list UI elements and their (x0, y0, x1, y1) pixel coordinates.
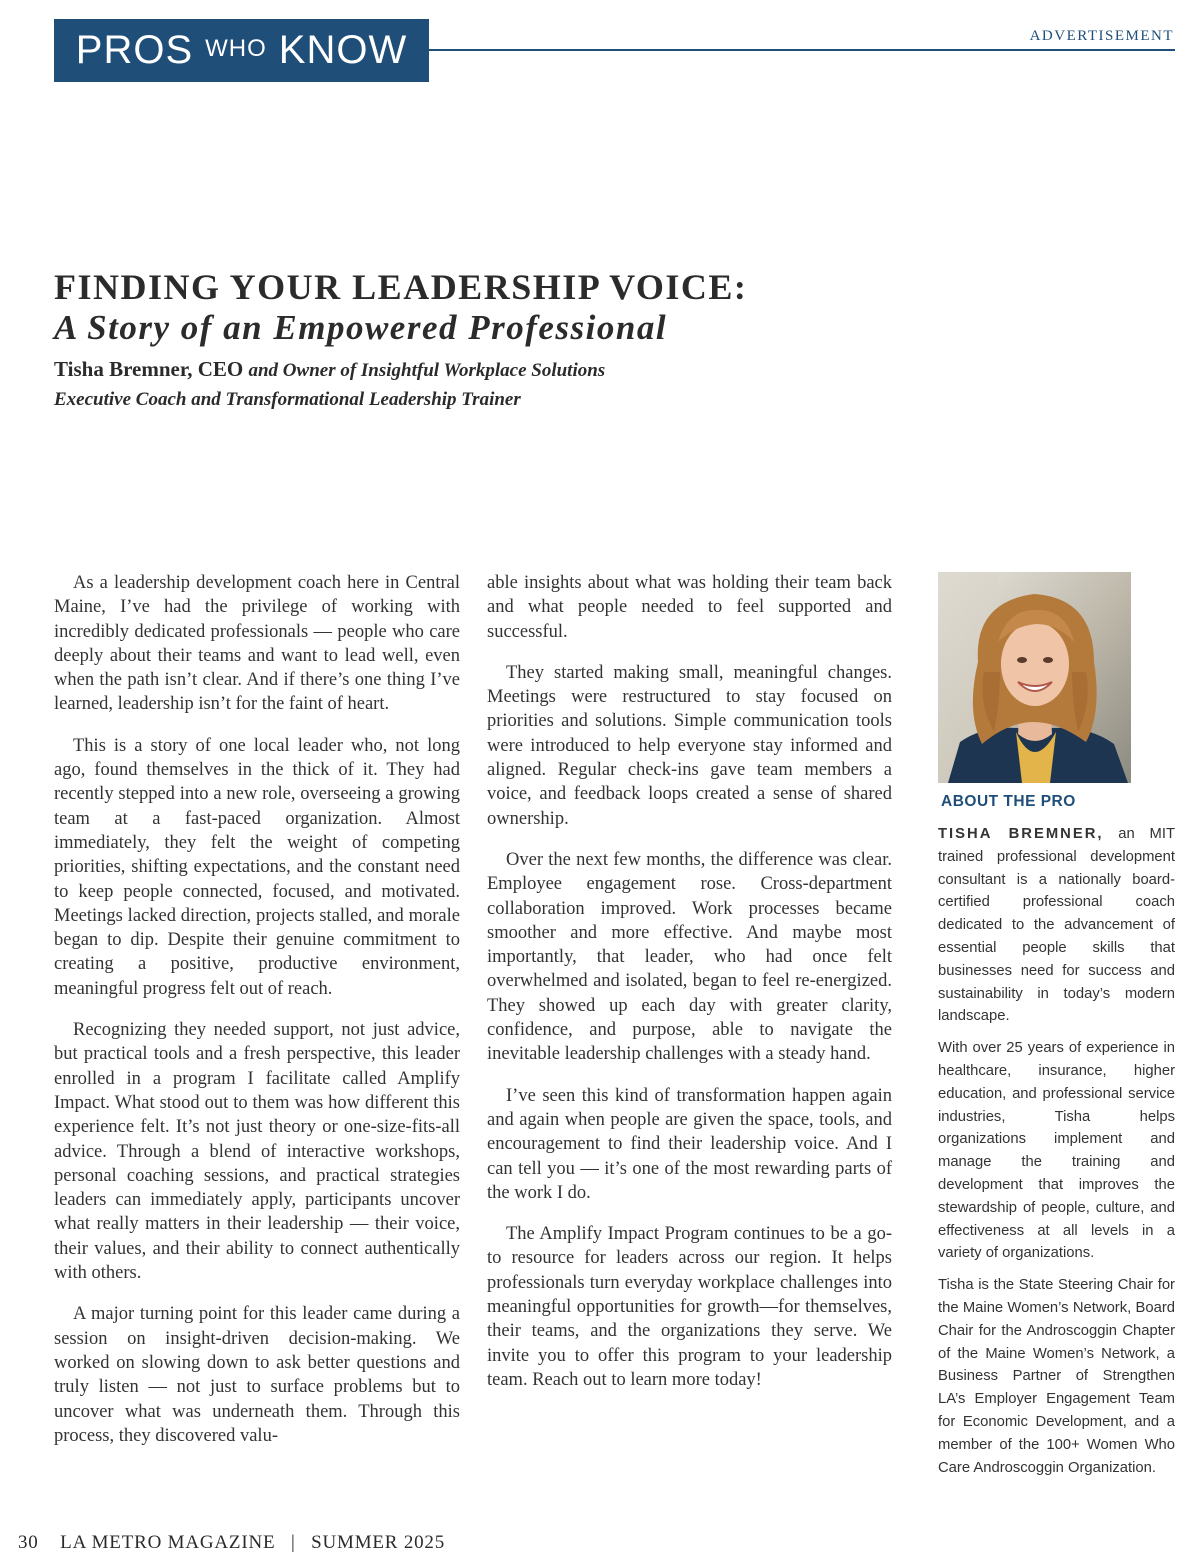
page-number: 30 (18, 1532, 39, 1553)
header-rule (429, 49, 1175, 51)
author-role: Executive Coach and Transformational Leadership Trainer (54, 389, 521, 410)
about-the-pro-bio (938, 823, 1175, 1488)
advertisement-label: ADVERTISEMENT (1029, 28, 1174, 44)
portrait-illustration (938, 572, 1131, 783)
body-paragraph: able insights about what was holding their team back and what people needed to feel supported and successful. (487, 573, 892, 642)
byline (54, 357, 605, 382)
bio-text: an MIT trained professional development consultant is a nationally board-certified professional coach dedicated to the advancement of essential people skills that businesses need for success and sustainability in today’s modern landscape. (938, 826, 1175, 1025)
author-photo (938, 572, 1131, 783)
body-paragraph: As a leadership development coach here in Central Maine, I’ve had the privilege of working with incredibly dedicated professionals — people who care deeply about their teams and want to lead well, even when the path isn’t clear. And if there’s one thing I’ve learned, leadership isn’t for the faint of heart. (54, 573, 460, 715)
bio-paragraph (938, 823, 1175, 1028)
article-subtitle: A Story of an Empowered Professional (54, 308, 668, 347)
logo-word-who: WHO (205, 34, 267, 62)
body-paragraph: Over the next few months, the difference was clear. Employee engagement rose. Cross-department collaboration improved. Work processes became smoother and more effective. And maybe most importantly, that leader, who had once felt overwhelmed and isolated, began to feel re-energized. They showed up each day with greater clarity, confidence, and purpose, able to navigate the inevitable leadership challenges with a steady hand. (487, 849, 892, 1065)
body-paragraph: They started making small, meaningful changes. Meetings were restructured to stay focused on priorities and solutions. Simple communication tools were introduced to help everyone stay informed and aligned. Regular check-ins gave team members a voice, and feedback loops created a sense of shared ownership. (487, 662, 892, 829)
body-paragraph: The Amplify Impact Program continues to be a go-to resource for leaders across our region. It helps professionals turn everyday workplace challenges into meaningful opportunities for growth—for themselves, their teams, and the organizations they serve. We invite you to offer this program to your leadership team. Reach out to learn more today! (487, 1224, 892, 1390)
article-column-1 (54, 571, 460, 1465)
article-column-2 (487, 571, 892, 1409)
issue-date: SUMMER 2025 (311, 1532, 446, 1553)
bio-name: TISHA BREMNER, (938, 826, 1104, 842)
article-title: FINDING YOUR LEADERSHIP VOICE: (54, 267, 748, 307)
logo-word-pros: PROS (75, 28, 194, 72)
about-the-pro-heading: ABOUT THE PRO (941, 793, 1076, 810)
body-paragraph: Recognizing they needed support, not just advice, but practical tools and a fresh perspective, this leader enrolled in a program I facilitate called Amplify Impact. What stood out to them was how different this experience felt. It’s not just theory or one-size-fits-all advice. Through a blend of interactive workshops, personal coaching sessions, and practical strategies leaders can immediately apply, participants uncover what really matters in their leadership — their voice, their values, and their ability to connect authentically with others. (54, 1020, 460, 1284)
magazine-name: LA METRO MAGAZINE (60, 1532, 276, 1553)
author-title: and Owner of Insightful Workplace Solutions (248, 360, 606, 381)
page-footer (18, 1532, 445, 1554)
body-paragraph: I’ve seen this kind of transformation happen again and again when people are given the space, tools, and encouragement to find their leadership voice. And I can tell you — it’s one of the most rewarding parts of the work I do. (487, 1085, 892, 1203)
bio-paragraph: With over 25 years of experience in healthcare, insurance, higher education, and professional service industries, Tisha helps organizations implement and manage the training and development that improves the stewardship of people, culture, and effectiveness at all levels in a variety of organizations. (938, 1040, 1175, 1262)
body-paragraph: This is a story of one local leader who, not long ago, found themselves in the thick of it. They had recently stepped into a new role, overseeing a growing team at a fast-paced organization. Almost immediately, they felt the weight of competing priorities, shifting expectations, and the constant need to keep people connected, focused, and motivated. Meetings lacked direction, projects stalled, and morale began to dip. Despite their genuine commitment to creating a positive, productive environment, meaningful progress felt out of reach. (54, 735, 460, 999)
body-paragraph: A major turning point for this leader came during a session on insight-driven decision-making. We worked on slowing down to ask better questions and truly listen — not just to surface problems but to uncover what was underneath them. Through this process, they discovered valu- (54, 1304, 460, 1446)
logo-word-know: KNOW (278, 28, 408, 72)
bio-paragraph: Tisha is the State Steering Chair for the Maine Women’s Network, Board Chair for the Androscoggin Chapter of the Maine Women’s Network, a Business Partner of Strengthen LA’s Employer Engagement Team for Economic Development, and a member of the 100+ Women Who Care Androscoggin Organization. (938, 1277, 1175, 1476)
footer-separator: | (290, 1532, 296, 1553)
author-name: Tisha Bremner, CEO (54, 357, 244, 381)
pros-who-know-logo (54, 19, 429, 82)
